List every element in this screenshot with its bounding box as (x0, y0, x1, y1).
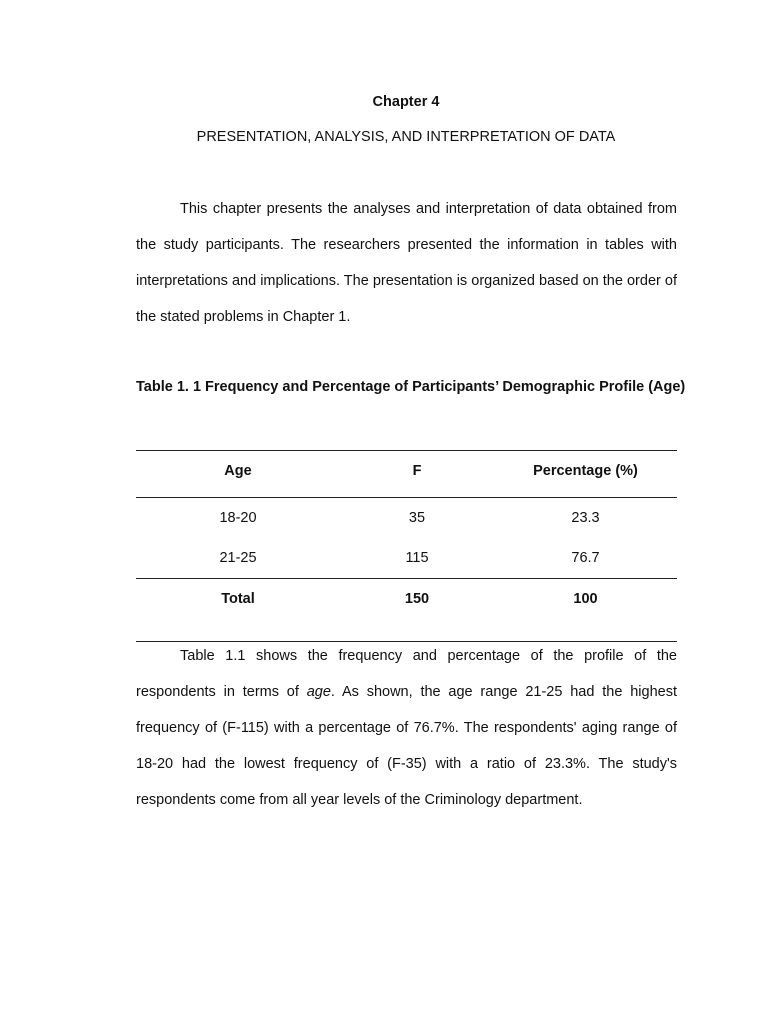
cell-frequency: 35 (408, 510, 426, 526)
table-caption: Table 1. 1 Frequency and Percentage of Participants’ Demographic Profile (Age) (136, 379, 686, 395)
table-header-row (136, 451, 677, 498)
header-percentage: Percentage (%) (533, 463, 638, 479)
analysis-paragraph (136, 638, 677, 818)
chapter-subtitle: PRESENTATION, ANALYSIS, AND INTERPRETATION OF DATA (196, 129, 616, 145)
analysis-text-end: . As shown, the age range 21-25 had the highest frequency of (F-115) with a percentage of 76.7%. The respondents' aging range of 18-20 had the lowest frequency of (F-35) with a ratio of 23.3%. The study's respondents come from all year levels of the Criminology department. (136, 684, 677, 808)
cell-percentage: 23.3 (571, 510, 600, 526)
header-frequency: F (412, 463, 422, 479)
cell-frequency: 115 (405, 550, 429, 566)
total-frequency: 150 (404, 591, 430, 607)
cell-age: 18-20 (219, 510, 257, 526)
cell-percentage: 76.7 (571, 550, 600, 566)
cell-age: 21-25 (219, 550, 257, 566)
total-percentage: 100 (573, 591, 598, 607)
table-row (136, 538, 677, 579)
intro-paragraph: This chapter presents the analyses and interpretation of data obtained from the study participants. The researchers presented the information in tables with interpretations and implications. The presentation is organized based on the order of the stated problems in Chapter 1. (136, 201, 677, 325)
table-total-row (136, 579, 677, 642)
chapter-title: Chapter 4 (372, 94, 440, 110)
analysis-italic-term: age (306, 684, 331, 700)
header-age: Age (224, 463, 252, 479)
table-row (136, 498, 677, 539)
analysis-text-start: Table 1.1 shows the frequency and percentage of the profile of the respondents in terms of (136, 648, 677, 700)
demographic-age-table (136, 450, 677, 642)
total-label: Total (221, 591, 255, 607)
